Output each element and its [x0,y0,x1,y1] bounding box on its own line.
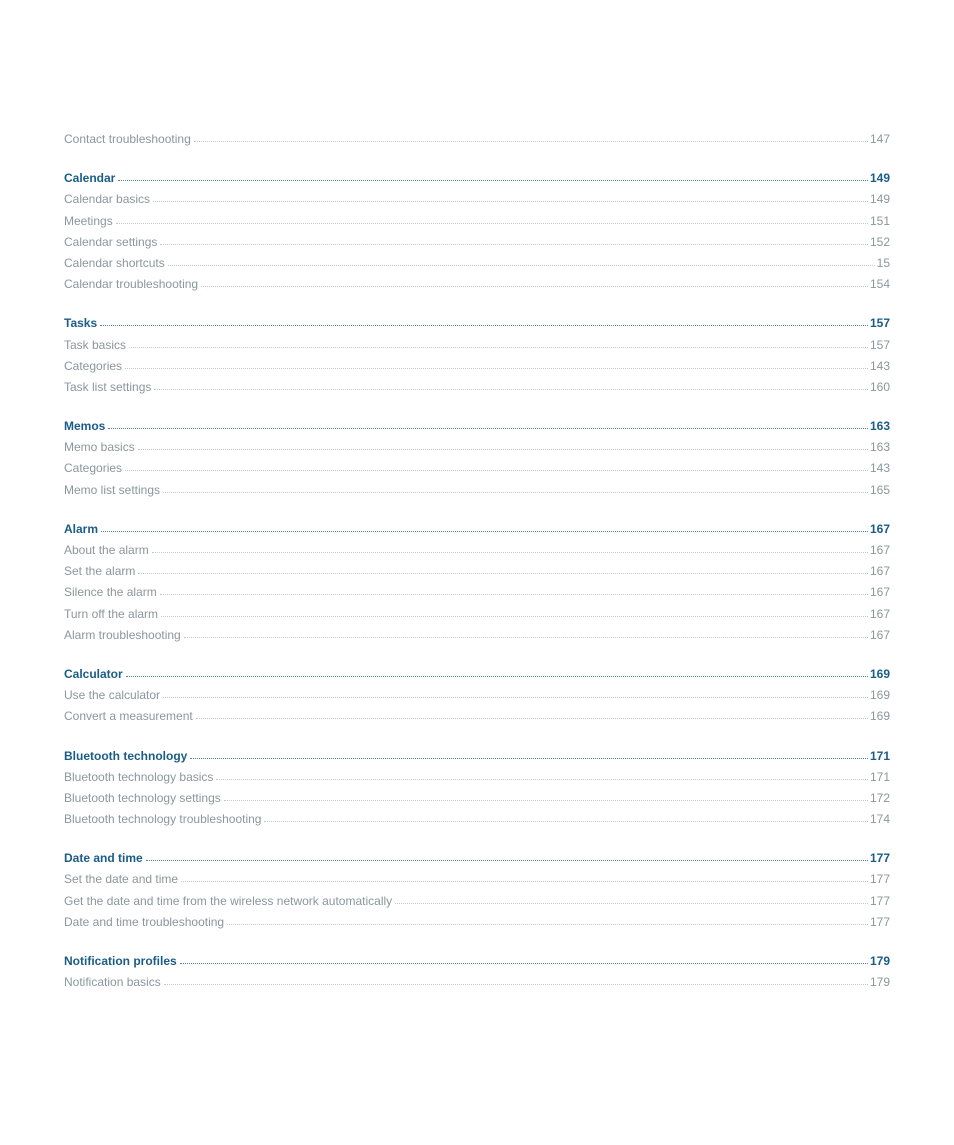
toc-entry[interactable] [64,585,890,606]
toc-entry-title: Calendar basics [64,192,151,207]
toc-entry-page: 147 [869,132,890,146]
toc-heading[interactable] [64,667,890,688]
toc-heading-title: Calculator [64,666,123,681]
toc-entry[interactable] [64,483,890,504]
toc-entry-title: Notification basics [64,975,161,990]
toc-entry-page: 167 [869,543,890,557]
dot-leader [216,779,868,780]
toc-entry-title: Turn off the alarm [64,606,159,621]
toc-entry-page: 152 [869,234,890,249]
toc-entry[interactable] [64,214,890,235]
toc-entry-page: 165 [869,482,890,497]
toc-heading-page: 167 [869,521,890,536]
dot-leader [125,470,868,471]
toc-entry-page: 177 [869,893,890,908]
dot-leader [125,368,868,369]
dot-leader [164,984,868,985]
toc-entry-title: Set the alarm [64,564,136,579]
toc-heading[interactable] [64,522,890,543]
toc-heading-page: 177 [869,851,890,866]
toc-entry-page: 167 [869,606,890,621]
dot-leader [138,449,868,450]
toc-entry-title: Bluetooth technology troubleshooting [64,812,262,827]
toc-entry[interactable] [64,235,890,256]
toc-entry-page: 15 [876,255,890,270]
dot-leader [163,697,868,698]
dot-leader [395,903,868,904]
dot-leader [181,881,868,882]
toc-entry[interactable] [64,359,890,380]
dot-leader [101,531,868,532]
toc-entry-title: Contact troubleshooting [64,132,191,146]
toc-entry[interactable] [64,628,890,649]
dot-leader [196,718,868,719]
toc-entry[interactable] [64,256,890,277]
dot-leader [154,389,868,390]
toc-entry-title: Set the date and time [64,872,179,887]
toc-entry-page: 149 [869,192,890,207]
toc-entry-page: 167 [869,585,890,600]
toc-heading[interactable] [64,954,890,975]
toc-entry-page: 169 [869,709,890,724]
toc-entry[interactable] [64,894,890,915]
toc-entry-title: Task list settings [64,379,152,394]
toc-entry-page: 143 [869,358,890,373]
dot-leader [163,492,868,493]
toc-entry[interactable] [64,812,890,833]
toc-entry-title: Categories [64,461,123,476]
toc-entry-page: 167 [869,627,890,642]
toc-entry-title: Calendar shortcuts [64,255,165,270]
toc-entry-page: 174 [869,812,890,827]
toc-heading-page: 163 [869,419,890,434]
toc-entry-title: Calendar settings [64,234,158,249]
toc-entry-title: Bluetooth technology settings [64,790,221,805]
dot-leader [190,758,868,759]
toc-heading-page: 171 [869,748,890,763]
toc-entry[interactable] [64,461,890,482]
toc-heading-title: Calendar [64,171,116,186]
toc-heading-page: 157 [869,316,890,331]
toc-entry-title: Get the date and time from the wireless network automatically [64,893,393,908]
toc-heading-title: Date and time [64,851,143,866]
toc-entry[interactable] [64,975,890,996]
dot-leader [184,637,868,638]
dot-leader [129,347,868,348]
toc-entry-page: 167 [869,564,890,579]
toc-heading[interactable] [64,316,890,337]
toc-entry-title: About the alarm [64,543,149,557]
dot-leader [153,201,868,202]
toc-entry-title: Calendar troubleshooting [64,277,199,292]
dot-leader [118,180,868,181]
toc-entry-page: 163 [869,440,890,455]
dot-leader [126,676,868,677]
toc-heading[interactable] [64,419,890,440]
toc-heading-title: Alarm [64,521,99,536]
dot-leader [160,594,868,595]
toc-heading[interactable] [64,851,890,872]
toc-entry-page: 160 [869,379,890,394]
toc-entry-title: Meetings [64,213,113,228]
toc-entry[interactable] [64,791,890,812]
toc-entry-page: 177 [869,872,890,887]
dot-leader [224,800,868,801]
toc-entry[interactable] [64,709,890,730]
toc-entry-title: Memo basics [64,440,135,455]
toc-entry-page: 179 [869,975,890,990]
toc-heading-page: 149 [869,171,890,186]
dot-leader [180,963,868,964]
toc-entry[interactable] [64,440,890,461]
dot-leader [152,552,868,553]
toc-entry[interactable] [64,192,890,213]
dot-leader [194,141,868,142]
toc-entry-title: Convert a measurement [64,709,193,724]
toc-entry-page: 154 [869,277,890,292]
toc-entry[interactable] [64,277,890,298]
toc-entry[interactable] [64,872,890,893]
table-of-contents [64,132,890,996]
toc-entry-title: Use the calculator [64,688,161,703]
toc-entry-title: Bluetooth technology basics [64,769,214,784]
dot-leader [146,860,868,861]
toc-entry[interactable] [64,380,890,401]
toc-entry-page: 143 [869,461,890,476]
toc-entry[interactable] [64,607,890,628]
dot-leader [108,428,868,429]
toc-entry-title: Silence the alarm [64,585,157,600]
toc-entry-page: 157 [869,337,890,352]
dot-leader [160,244,868,245]
toc-entry[interactable] [64,132,890,153]
dot-leader [116,223,868,224]
toc-heading[interactable] [64,749,890,770]
toc-heading-page: 179 [869,954,890,968]
dot-leader [100,325,868,326]
toc-entry[interactable] [64,688,890,709]
toc-heading-title: Tasks [64,316,98,331]
toc-entry-title: Memo list settings [64,482,161,497]
dot-leader [168,265,875,266]
toc-heading-title: Bluetooth technology [64,748,188,763]
toc-heading-page: 169 [869,666,890,681]
toc-entry-page: 172 [869,790,890,805]
toc-entry[interactable] [64,915,890,936]
toc-entry-title: Date and time troubleshooting [64,914,225,929]
toc-heading[interactable] [64,171,890,192]
toc-entry-page: 151 [869,213,890,228]
toc-entry[interactable] [64,338,890,359]
toc-entry-title: Alarm troubleshooting [64,627,181,642]
toc-heading-title: Memos [64,419,106,434]
toc-entry-page: 171 [869,769,890,784]
toc-heading-title: Notification profiles [64,954,177,968]
toc-entry-title: Categories [64,358,123,373]
toc-entry-page: 169 [869,688,890,703]
dot-leader [161,616,868,617]
dot-leader [138,573,868,574]
toc-entry[interactable] [64,564,890,585]
dot-leader [201,286,868,287]
dot-leader [227,924,868,925]
toc-entry-title: Task basics [64,337,127,352]
toc-entry[interactable] [64,770,890,791]
dot-leader [264,821,867,822]
toc-entry-page: 177 [869,914,890,929]
toc-entry[interactable] [64,543,890,564]
